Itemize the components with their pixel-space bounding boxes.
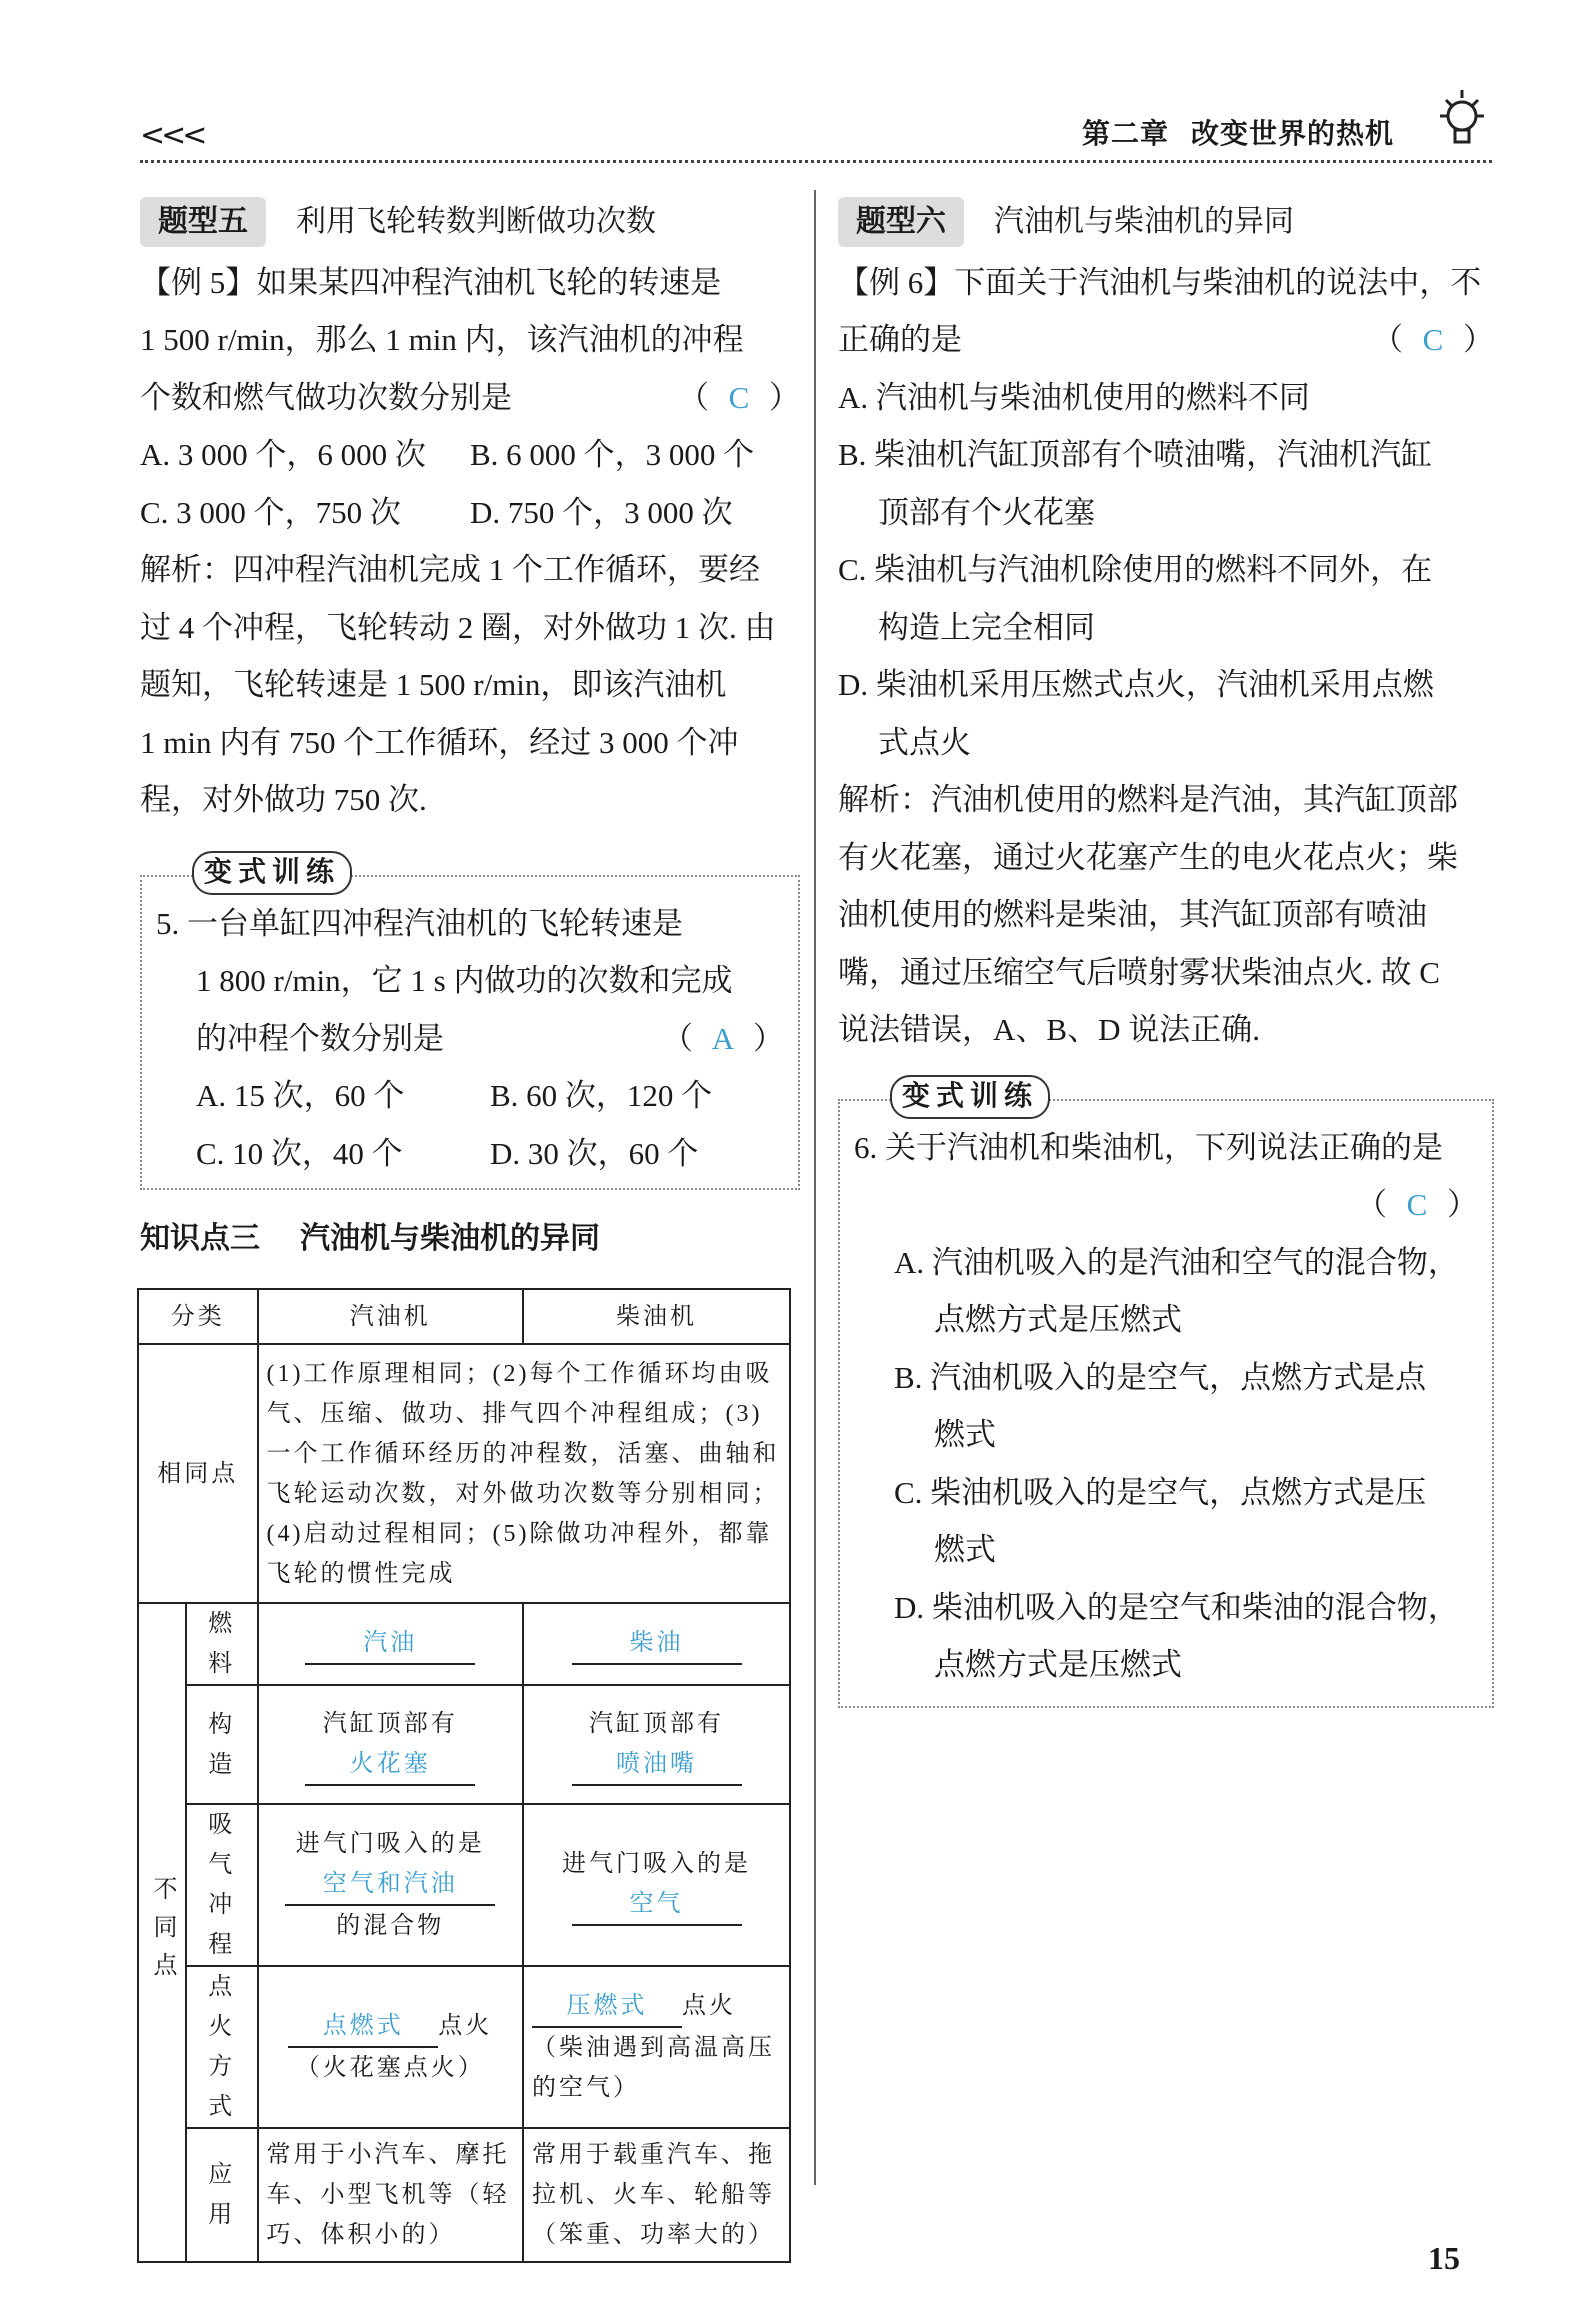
structure-prefix: 汽缸顶部有 <box>322 1710 458 1737</box>
intake-label: 吸气冲程 <box>186 1804 258 1966</box>
q5-option-c: C. 10 次，40 个 <box>196 1135 403 1171</box>
type6-tag: 题型六 <box>838 197 964 247</box>
right-column <box>838 192 1494 1708</box>
ex5-option-d: D. 750 个，3 000 次 <box>470 494 733 530</box>
chapter-number: 第二章 <box>1082 117 1170 150</box>
ignition-diesel-suffix: 点火 <box>682 1993 737 2019</box>
paren: （ <box>678 379 709 415</box>
analysis-line: 过 4 个冲程，飞轮转动 2 圈，对外做功 1 次. 由 <box>140 609 776 645</box>
back-arrows: <<< <box>140 118 204 153</box>
paren: （ <box>1356 1187 1387 1222</box>
ex6-option-a: A. 汽油机与柴油机使用的燃料不同 <box>838 379 1310 415</box>
structure-gasoline: 火花塞 <box>305 1744 475 1786</box>
fuel-diesel: 柴油 <box>572 1623 742 1665</box>
q5-line: 1 800 r/min，它 1 s 内做功的次数和完成 <box>196 963 733 998</box>
analysis-line: 说法错误，A、B、D 说法正确. <box>838 1012 1260 1047</box>
example5 <box>140 254 800 829</box>
intake-gasoline: 空气和汽油 <box>285 1864 495 1906</box>
q6-answer: C <box>1406 1187 1428 1222</box>
q6-option-d: D. 柴油机吸入的是空气和柴油的混合物， <box>894 1589 1459 1625</box>
q5-option-d: D. 30 次，60 个 <box>490 1135 699 1171</box>
q5-line: 5. 一台单缸四冲程汽油机的飞轮转速是 <box>156 905 683 941</box>
header-category: 分类 <box>138 1289 258 1344</box>
ex5-line: 个数和燃气做功次数分别是 <box>140 379 512 415</box>
ex5-line: 【例 5】如果某四冲程汽油机飞轮的转速是 <box>140 264 722 300</box>
chapter-title: 改变世界的热机 <box>1191 117 1395 150</box>
ex6-option-b: B. 柴油机汽缸顶部有个喷油嘴，汽油机汽缸 <box>838 437 1433 472</box>
lightbulb-icon <box>1432 88 1492 154</box>
practice-box-5 <box>140 856 800 1191</box>
ignition-diesel: 压燃式 <box>532 1986 682 2028</box>
ex6-option-c-cont: 构造上完全相同 <box>878 609 1095 645</box>
structure-label: 构造 <box>186 1685 258 1804</box>
ex5-option-c: C. 3 000 个，750 次 <box>140 494 401 530</box>
type5-tag: 题型五 <box>140 197 266 247</box>
paren: （ <box>1372 322 1403 357</box>
type5-title: 利用飞轮转数判断做功次数 <box>296 204 656 239</box>
ex5-option-b: B. 6 000 个，3 000 个 <box>470 437 755 472</box>
ex5-option-a: A. 3 000 个，6 000 次 <box>140 437 426 472</box>
type6-title: 汽油机与柴油机的异同 <box>994 204 1294 239</box>
paren: ） <box>1447 1187 1478 1222</box>
practice-tag: 变式训练 <box>192 851 352 895</box>
intake-gas-suffix: 的混合物 <box>336 1913 445 1939</box>
paren: ） <box>1463 322 1494 357</box>
q6-option-a-cont: 点燃方式是压燃式 <box>934 1302 1182 1337</box>
q6-option-c-cont: 燃式 <box>934 1532 996 1567</box>
ex5-line: 1 500 r/min，那么 1 min 内，该汽油机的冲程 <box>140 322 744 357</box>
q6-option-a: A. 汽油机吸入的是汽油和空气的混合物， <box>894 1244 1459 1280</box>
ex5-answer: C <box>728 379 750 415</box>
diff-label: 不同点 <box>138 1603 186 2262</box>
header-diesel: 柴油机 <box>523 1289 790 1344</box>
same-label: 相同点 <box>138 1344 258 1603</box>
intake-diesel: 空气 <box>572 1884 742 1926</box>
ex5-analysis <box>140 541 800 829</box>
ignition-label: 点火方式 <box>186 1966 258 2128</box>
ex6-line: 【例 6】下面关于汽油机与柴油机的说法中，不 <box>838 264 1482 300</box>
left-column <box>140 192 800 2263</box>
q5-option-a: A. 15 次，60 个 <box>196 1078 405 1113</box>
practice-tag: 变式训练 <box>890 1075 1050 1119</box>
intake-gas-prefix: 进气门吸入的是 <box>295 1831 485 1857</box>
ex6-analysis <box>838 771 1494 1059</box>
analysis-line: 1 min 内有 750 个工作循环，经过 3 000 个冲 <box>140 724 739 760</box>
q6-option-d-cont: 点燃方式是压燃式 <box>934 1647 1182 1682</box>
ignition-gas-suffix: 点火 <box>438 2013 493 2039</box>
column-divider <box>814 190 816 2185</box>
ex6-line: 正确的是 <box>838 322 962 357</box>
analysis-line: 嘴，通过压缩空气后喷射雾状柴油点火. 故 C <box>838 954 1440 990</box>
example6 <box>838 254 1494 1059</box>
fuel-label: 燃料 <box>186 1603 258 1685</box>
q6-stem: 6. 关于汽油机和柴油机，下列说法正确的是 <box>854 1129 1443 1165</box>
q6-option-b: B. 汽油机吸入的是空气，点燃方式是点 <box>894 1359 1427 1395</box>
usage-diesel: 常用于载重汽车、拖拉机、火车、轮船等（笨重、功率大的） <box>523 2128 790 2262</box>
ignition-diesel-note: （柴油遇到高温高压的空气） <box>532 2035 776 2101</box>
analysis-line: 解析：四冲程汽油机完成 1 个工作循环，要经 <box>140 552 760 587</box>
intake-diesel-prefix: 进气门吸入的是 <box>562 1851 752 1877</box>
comparison-table <box>137 1288 791 2263</box>
ignition-gas-note: （火花塞点火） <box>295 2055 485 2081</box>
paren: ） <box>769 379 800 415</box>
ex6-option-d-cont: 式点火 <box>878 724 971 760</box>
same-text: (1)工作原理相同；(2)每个工作循环均由吸气、压缩、做功、排气四个冲程组成；(3)一个工作循环经历的冲程数，活塞、曲轴和飞轮运动次数，对外做功次数等分别相同；(4)启动过程相同；(5)除做功冲程外，都靠飞轮的惯性完成 <box>258 1344 790 1603</box>
q5-option-b: B. 60 次，120 个 <box>490 1078 713 1113</box>
analysis-line: 程，对外做功 750 次. <box>140 782 427 817</box>
chapter-header <box>1082 112 1394 152</box>
page-number: 15 <box>1428 2240 1460 2276</box>
ex6-option-d: D. 柴油机采用压燃式点火，汽油机采用点燃 <box>838 667 1434 702</box>
ex6-option-c: C. 柴油机与汽油机除使用的燃料不同外，在 <box>838 552 1433 587</box>
header-divider <box>140 160 1492 163</box>
practice-box-6 <box>838 1080 1494 1708</box>
analysis-line: 有火花塞，通过火花塞产生的电火花点火；柴 <box>838 839 1458 875</box>
q5-line: 的冲程个数分别是 <box>196 1020 444 1056</box>
q6-option-c: C. 柴油机吸入的是空气，点燃方式是压 <box>894 1474 1427 1510</box>
fuel-gasoline: 汽油 <box>305 1623 475 1665</box>
paren: （ <box>662 1020 693 1056</box>
kp3-tag: 知识点三 <box>140 1221 260 1256</box>
q5-answer: A <box>711 1020 735 1056</box>
paren: ） <box>753 1020 784 1056</box>
ex6-answer: C <box>1422 322 1444 357</box>
structure-prefix: 汽缸顶部有 <box>589 1710 725 1737</box>
q6-option-b-cont: 燃式 <box>934 1417 996 1452</box>
header-gasoline: 汽油机 <box>258 1289 523 1344</box>
analysis-line: 油机使用的燃料是柴油，其汽缸顶部有喷油 <box>838 897 1427 932</box>
analysis-line: 题知，飞轮转速是 1 500 r/min，即该汽油机 <box>140 667 727 702</box>
structure-diesel: 喷油嘴 <box>572 1744 742 1786</box>
kp3-title: 汽油机与柴油机的异同 <box>300 1221 600 1256</box>
ex6-option-b-cont: 顶部有个火花塞 <box>878 494 1095 530</box>
ignition-gasoline: 点燃式 <box>288 2006 438 2048</box>
usage-label: 应用 <box>186 2128 258 2262</box>
usage-gasoline: 常用于小汽车、摩托车、小型飞机等（轻巧、体积小的） <box>258 2128 523 2262</box>
analysis-line: 解析：汽油机使用的燃料是汽油，其汽缸顶部 <box>838 782 1458 817</box>
